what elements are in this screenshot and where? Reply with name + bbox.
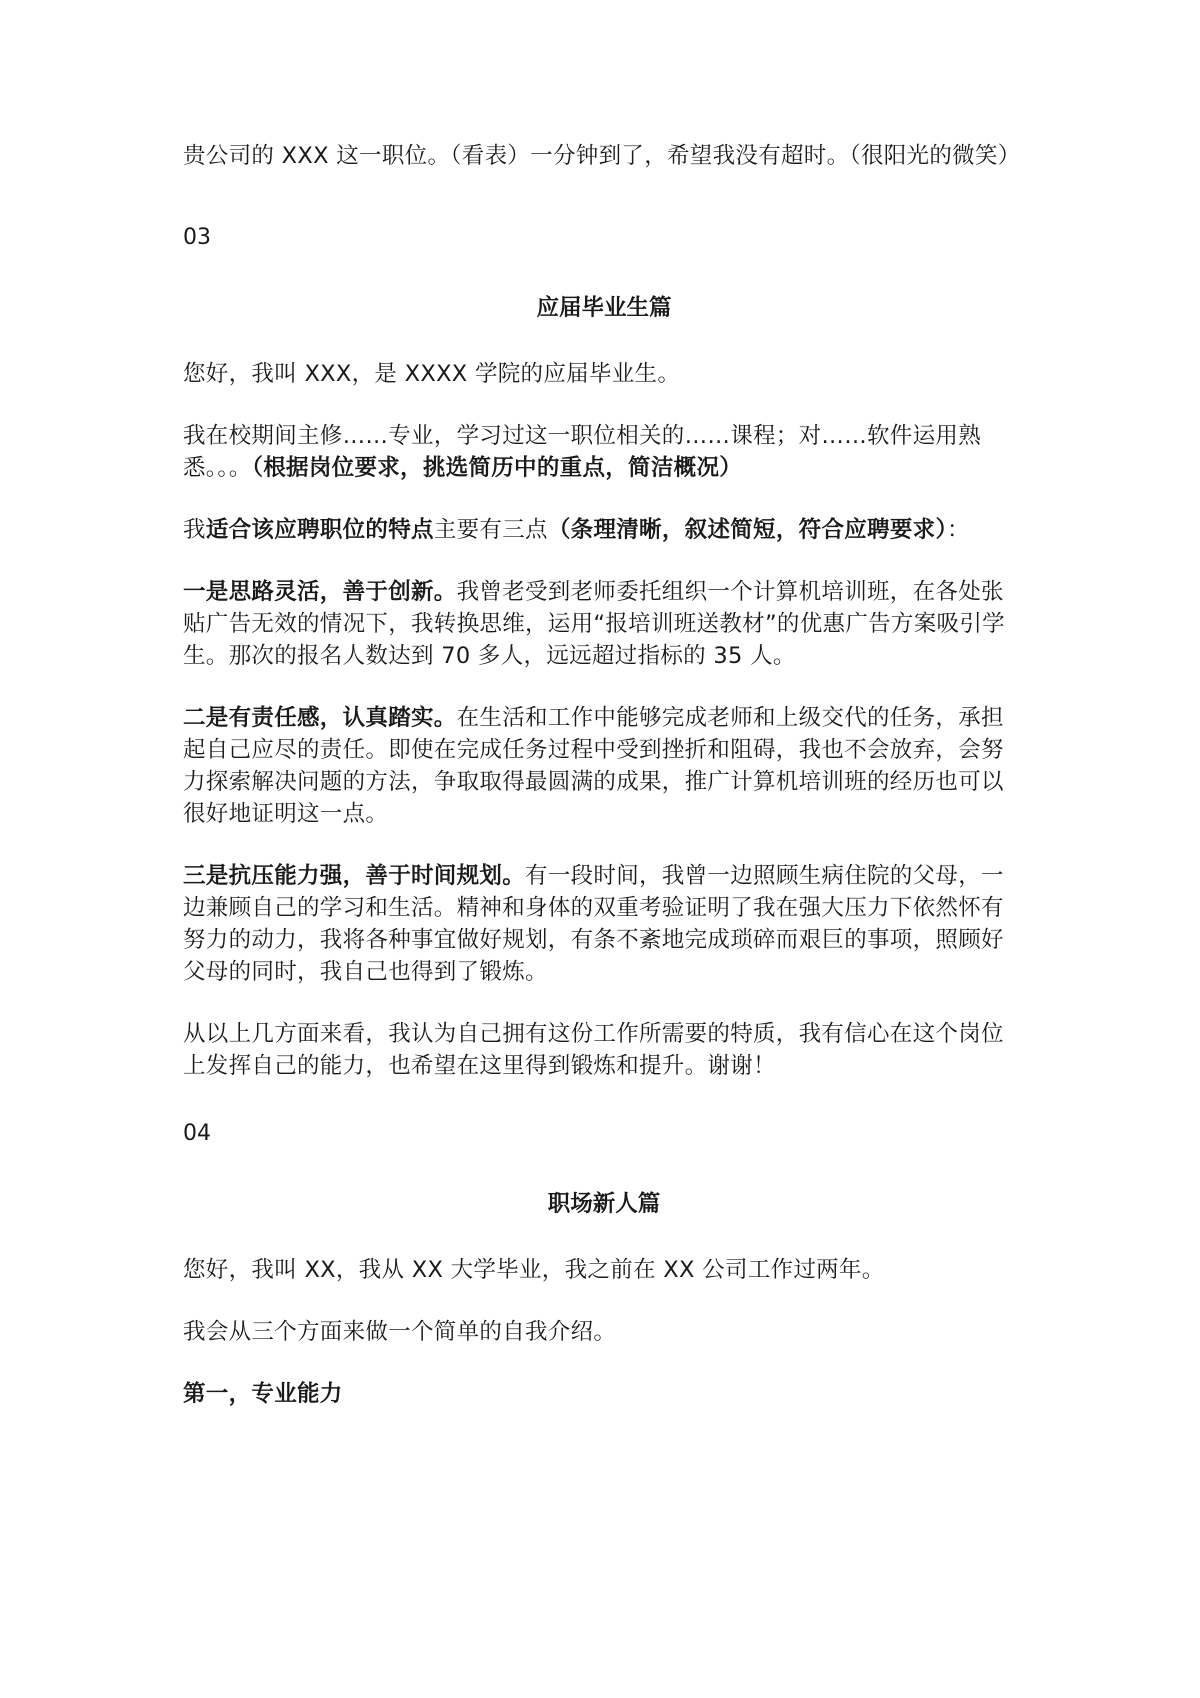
point-1-heading: 一是思路灵活，善于创新。	[183, 579, 457, 605]
graduate-study-paragraph	[183, 420, 1025, 484]
section-title-newcomer: 职场新人篇	[547, 1191, 661, 1217]
study-text: 我在校期间主修……专业，学习过这一职位相关的……课程；对……软件运用熟悉。。。	[183, 423, 982, 481]
point-2-heading: 二是有责任感，认真踏实。	[183, 705, 457, 731]
graduate-greeting: 您好，我叫 XXX，是 XXXX 学院的应届毕业生。	[183, 361, 681, 387]
point-3-paragraph	[183, 860, 1025, 988]
traits-bold-2: （条理清晰，叙述简短，符合应聘要求）	[547, 517, 947, 543]
traits-intro-paragraph	[183, 514, 1025, 546]
section-number-04: 04	[183, 1121, 211, 1146]
point-2-paragraph	[183, 702, 1025, 830]
point-2-text: 在生活和工作中能够完成老师和上级交代的任务，承担起自己应尽的责任。即使在完成任务过程中受到挫折和阻碍，我也不会放弃，会努力探索解决问题的方法，争取取得最圆满的成果，推广计算机培训班的经历也可以很好地证明这一点。	[183, 705, 1004, 827]
point-3-text: 有一段时间，我曾一边照顾生病住院的父母，一边兼顾自己的学习和生活。精神和身体的双重考验证明了我在强大压力下依然怀有努力的动力，我将各种事宜做好规划，有条不紊地完成琐碎而艰巨的事项，照顾好父母的同时，我自己也得到了锻炼。	[183, 863, 1004, 985]
intro-tail-paragraph: 贵公司的 XXX 这一职位。（看表）一分钟到了，希望我没有超时。（很阳光的微笑）	[183, 143, 1021, 169]
document-body	[183, 140, 1025, 1440]
traits-post: ：	[947, 517, 970, 543]
first-point-heading-text: 第一，专业能力	[183, 1381, 343, 1407]
traits-bold-1: 适合该应聘职位的特点	[205, 517, 434, 543]
study-note: （根据岗位要求，挑选简历中的重点，简洁概况）	[251, 455, 743, 481]
traits-mid: 主要有三点	[433, 517, 548, 543]
first-point-heading	[183, 1378, 1025, 1410]
section-number-03: 03	[183, 225, 211, 250]
point-3-heading: 三是抗压能力强，善于时间规划。	[183, 863, 526, 889]
newcomer-outline: 我会从三个方面来做一个简单的自我介绍。	[183, 1319, 617, 1345]
point-1-paragraph	[183, 576, 1025, 672]
section-title-graduate: 应届毕业生篇	[536, 295, 672, 321]
newcomer-greeting: 您好，我叫 XX，我从 XX 大学毕业，我之前在 XX 公司工作过两年。	[183, 1257, 885, 1283]
point-1-text: 我曾老受到老师委托组织一个计算机培训班，在各处张贴广告无效的情况下，我转换思维，运用“报培训班送教材”的优惠广告方案吸引学生。那次的报名人数达到 70 多人，远远超过指标的 35 人。	[183, 579, 1005, 669]
traits-pre: 我	[183, 517, 206, 543]
graduate-closing: 从以上几方面来看，我认为自己拥有这份工作所需要的特质，我有信心在这个岗位上发挥自己的能力，也希望在这里得到锻炼和提升。谢谢！	[183, 1021, 1004, 1079]
